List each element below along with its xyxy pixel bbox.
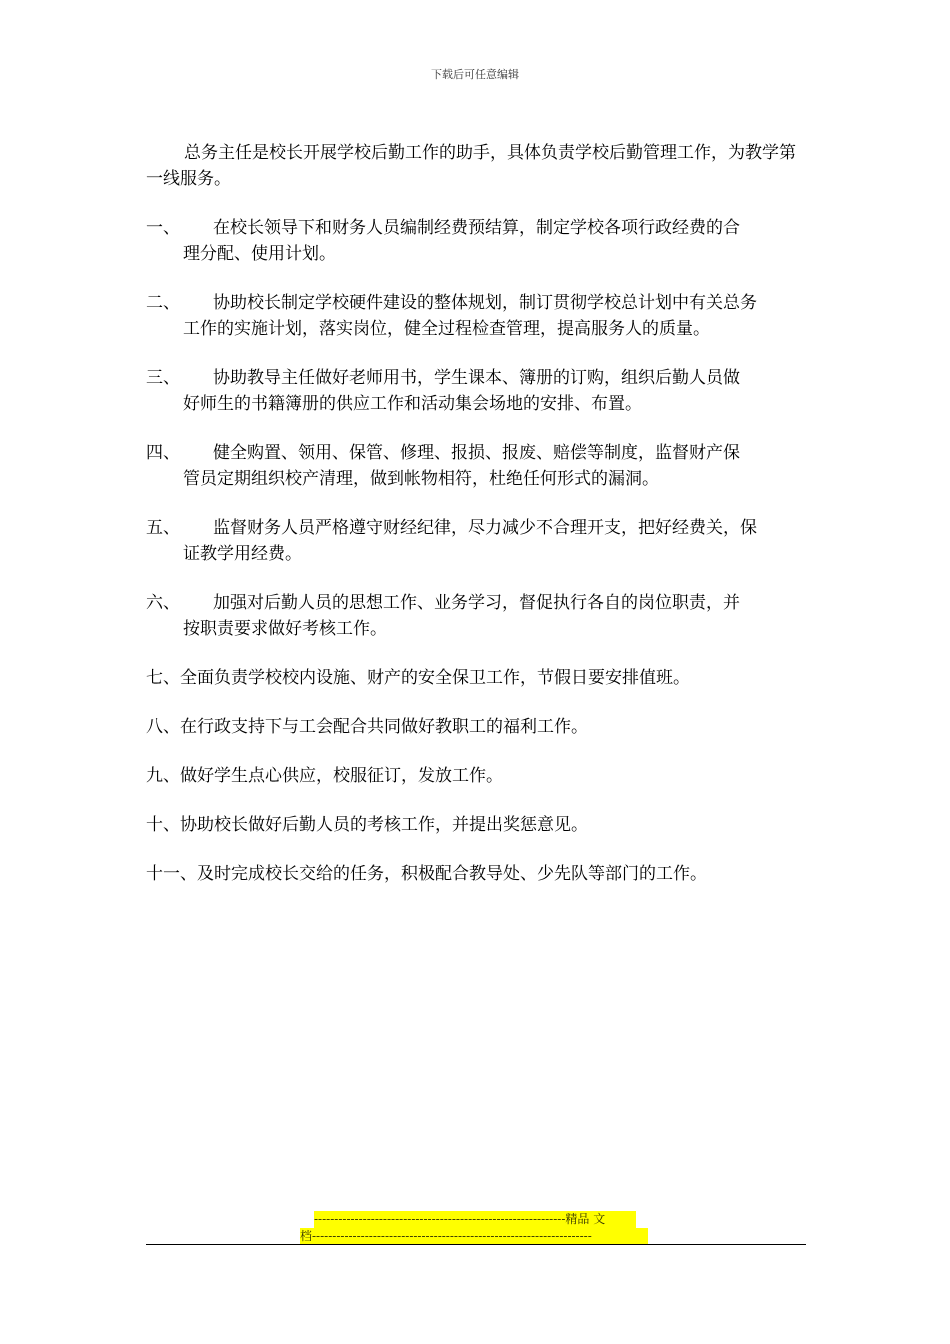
- footer-banner-line-1: --------------------------------------------------------------精品 文: [314, 1211, 636, 1228]
- footer-divider: [146, 1244, 806, 1245]
- item-text-continuation: 证教学用经费。: [183, 544, 302, 564]
- duty-item-6: [146, 590, 811, 642]
- item-text-continuation: 好师生的书籍簿册的供应工作和活动集会场地的安排、布置。: [183, 394, 642, 414]
- item-text-continuation: 按职责要求做好考核工作。: [183, 619, 387, 639]
- footer-banner: [300, 1211, 650, 1245]
- footer-banner-line-2: 档---------------------------------------------------------------------: [300, 1228, 648, 1245]
- item-text-continuation: 工作的实施计划，落实岗位，健全过程检查管理，提高服务人的质量。: [183, 319, 710, 339]
- duty-item-9: 九、做好学生点心供应，校服征订，发放工作。: [146, 766, 503, 786]
- duty-item-11: 十一、及时完成校长交给的任务，积极配合教导处、少先队等部门的工作。: [146, 864, 707, 884]
- item-marker: 一、: [146, 218, 180, 238]
- item-text-continuation: 管员定期组织校产清理，做到帐物相符，杜绝任何形式的漏洞。: [183, 469, 659, 489]
- duty-item-1: [146, 215, 811, 267]
- duty-item-5: [146, 515, 811, 567]
- item-marker: 三、: [146, 368, 180, 388]
- header-note: 下载后可任意编辑: [431, 68, 519, 81]
- item-marker: 六、: [146, 593, 180, 613]
- duty-item-7: 七、全面负责学校校内设施、财产的安全保卫工作，节假日要安排值班。: [146, 668, 690, 688]
- item-text-line: 在校长领导下和财务人员编制经费预结算，制定学校各项行政经费的合: [213, 218, 740, 238]
- item-text-continuation: 理分配、使用计划。: [183, 244, 336, 264]
- duty-item-10: 十、协助校长做好后勤人员的考核工作，并提出奖惩意见。: [146, 815, 588, 835]
- document-body: [146, 140, 811, 910]
- item-marker: 五、: [146, 518, 180, 538]
- item-text-line: 健全购置、领用、保管、修理、报损、报废、赔偿等制度，监督财产保: [213, 443, 740, 463]
- item-text-line: 加强对后勤人员的思想工作、业务学习，督促执行各自的岗位职责，并: [213, 593, 740, 613]
- item-marker: 二、: [146, 293, 180, 313]
- item-marker: 四、: [146, 443, 180, 463]
- duty-item-4: [146, 440, 811, 492]
- intro-paragraph: 总务主任是校长开展学校后勤工作的助手，具体负责学校后勤管理工作，为教学第一线服务。: [146, 143, 796, 189]
- item-text-line: 监督财务人员严格遵守财经纪律，尽力减少不合理开支，把好经费关，保: [213, 518, 757, 538]
- duty-item-8: 八、在行政支持下与工会配合共同做好教职工的福利工作。: [146, 717, 588, 737]
- item-text-line: 协助校长制定学校硬件建设的整体规划，制订贯彻学校总计划中有关总务: [213, 293, 757, 313]
- item-text-line: 协助教导主任做好老师用书，学生课本、簿册的订购，组织后勤人员做: [213, 368, 740, 388]
- duty-item-2: [146, 290, 811, 342]
- duty-item-3: [146, 365, 811, 417]
